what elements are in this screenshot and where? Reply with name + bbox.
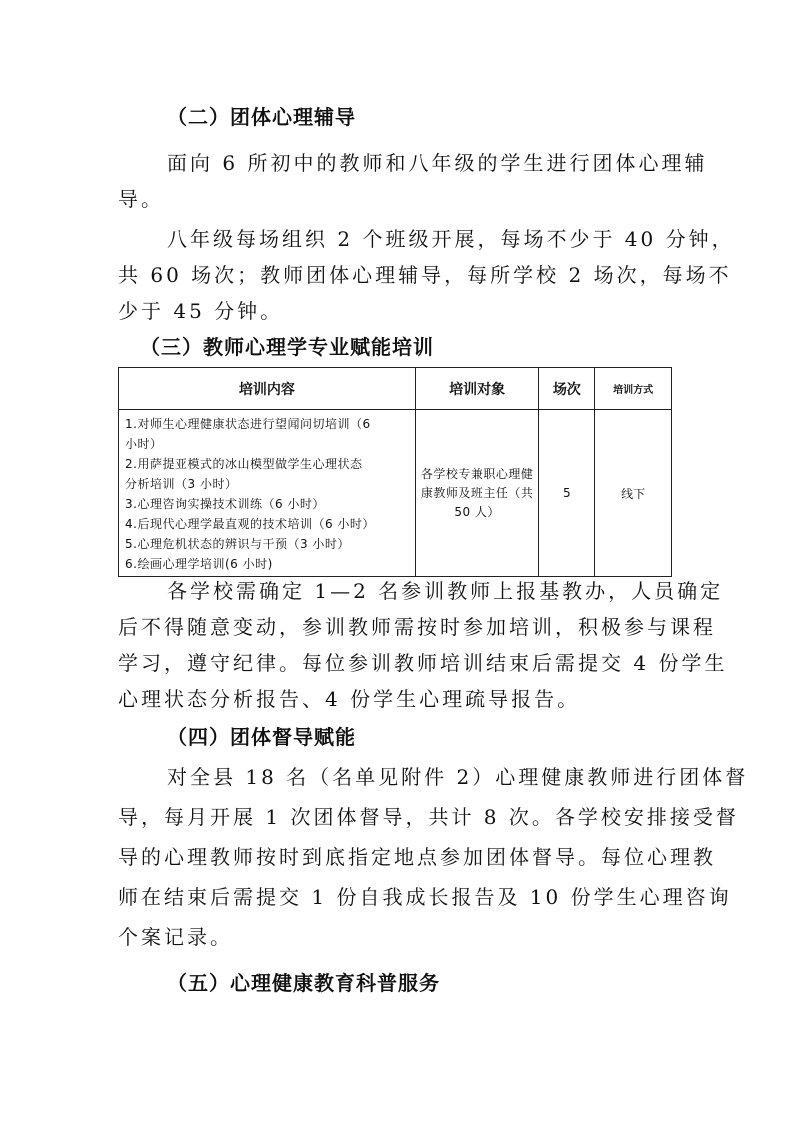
heading-group-counseling: （二）团体心理辅导: [167, 105, 356, 129]
heading-group-supervision: （四）团体督导赋能: [167, 725, 356, 749]
content-cell: [119, 410, 416, 577]
list-item: 分析培训（3 小时）: [125, 477, 238, 491]
paragraph-line: 导，每月开展 1 次团体督导，共计 8 次。各学校安排接受督: [118, 805, 739, 829]
table-row: [119, 410, 672, 577]
paragraph-line: 少于 45 分钟。: [118, 299, 284, 323]
header-target: 培训对象: [415, 368, 539, 410]
method-cell: 线下: [595, 410, 672, 577]
list-item: 小时）: [125, 437, 163, 451]
training-table: [118, 367, 672, 577]
paragraph-line: 心理状态分析报告、4 份学生心理疏导报告。: [118, 687, 581, 711]
paragraph-line: 八年级每场组织 2 个班级开展，每场不少于 40 分钟，: [167, 227, 735, 251]
target-cell: 各学校专兼职心理健康教师及班主任（共 50 人）: [415, 410, 539, 577]
paragraph-line: 后不得随意变动，参训教师需按时参加培训，积极参与课程: [118, 615, 716, 639]
paragraph-line: 对全县 18 名（名单见附件 2）心理健康教师进行团体督: [167, 765, 749, 789]
list-item: 2.用萨提亚模式的冰山模型做学生心理状态: [125, 457, 363, 471]
list-item: 1.对师生心理健康状态进行望闻问切培训（6: [125, 417, 371, 431]
paragraph-line: 个案记录。: [118, 925, 233, 949]
sessions-cell: 5: [539, 410, 595, 577]
paragraph-line: 师在结束后需提交 1 份自我成长报告及 10 份学生心理咨询: [118, 885, 732, 909]
paragraph-line: 导的心理教师按时到底指定地点参加团体督导。每位心理教: [118, 845, 716, 869]
table-header-row: [119, 368, 672, 410]
list-item: 5.心理危机状态的辨识与干预（3 小时）: [125, 537, 350, 551]
paragraph-line: 学习，遵守纪律。每位参训教师培训结束后需提交 4 份学生: [118, 651, 728, 675]
heading-science-service: （五）心理健康教育科普服务: [167, 971, 440, 995]
list-item: 4.后现代心理学最直观的技术培训（6 小时）: [125, 517, 375, 531]
list-item: 6.绘画心理学培训(6 小时): [125, 557, 273, 571]
paragraph-line: 导。: [118, 187, 164, 211]
paragraph-line: 共 60 场次；教师团体心理辅导，每所学校 2 场次，每场不: [118, 263, 732, 287]
paragraph-line: 各学校需确定 1—2 名参训教师上报基教办，人员确定: [167, 579, 724, 603]
header-sessions: 场次: [539, 368, 595, 410]
paragraph-line: 面向 6 所初中的教师和八年级的学生进行团体心理辅: [167, 151, 708, 175]
header-method: 培训方式: [595, 368, 672, 410]
list-item: 3.心理咨询实操技术训练（6 小时）: [125, 497, 325, 511]
header-content: 培训内容: [119, 368, 416, 410]
heading-teacher-training: （三）教师心理学专业赋能培训: [140, 335, 434, 359]
